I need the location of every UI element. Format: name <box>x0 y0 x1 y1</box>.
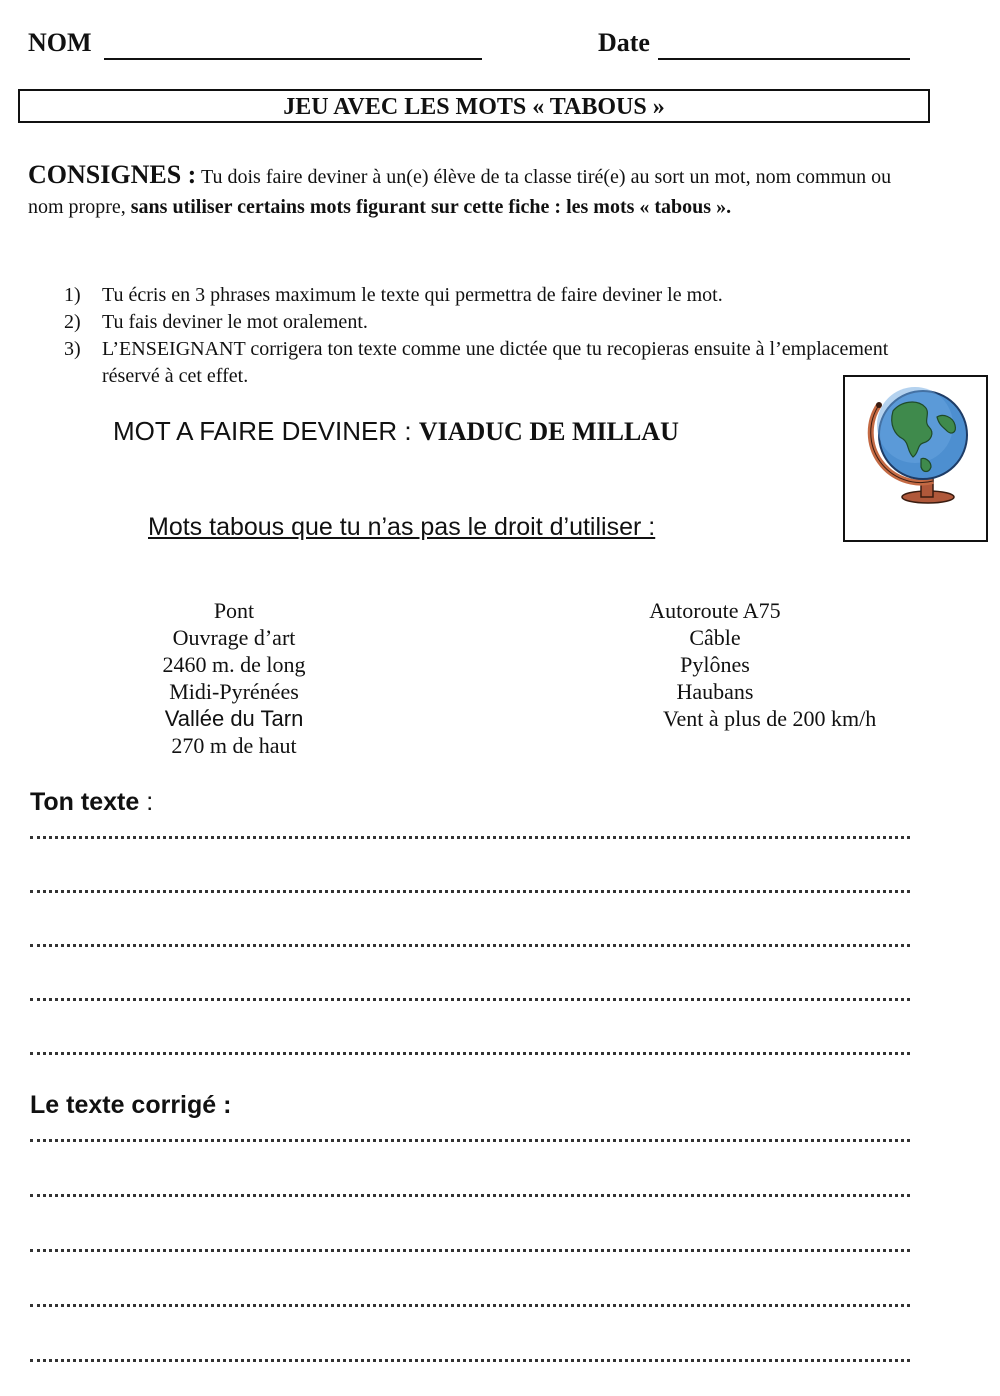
your-text-label <box>30 788 153 817</box>
your-text-writing-line[interactable] <box>30 998 910 1001</box>
date-field[interactable] <box>658 58 910 60</box>
step-number: 2) <box>64 311 81 333</box>
your-text-label-colon: : <box>139 788 154 816</box>
step-text: Tu écris en 3 phrases maximum le texte qui permettra de faire deviner le mot. <box>102 284 723 306</box>
taboo-word: Vallée du Tarn <box>164 706 304 731</box>
step-text: L’ENSEIGNANT corrigera ton texte comme une dictée que tu recopieras ensuite à l’emplacement réservé à cet effet. <box>102 338 889 387</box>
step-number: 3) <box>64 338 81 360</box>
corrected-text-writing-line[interactable] <box>30 1194 910 1197</box>
step-item <box>64 282 904 309</box>
target-word-line <box>113 416 679 447</box>
taboo-word: Pont <box>213 598 255 623</box>
step-item <box>64 336 904 390</box>
taboo-words-left <box>134 597 334 759</box>
taboo-word: Ouvrage d’art <box>172 625 296 650</box>
instructions-text: Tu dois faire deviner à un(e) élève de ta classe tiré(e) au sort un mot, nom commun ou nom propre, <box>28 166 892 218</box>
your-text-writing-line[interactable] <box>30 836 910 839</box>
taboo-word: Autoroute A75 <box>649 598 781 623</box>
nom-field[interactable] <box>104 58 482 60</box>
taboo-words-heading: Mots tabous que tu n’as pas le droit d’utiliser : <box>148 513 656 541</box>
target-word-label: MOT A FAIRE DEVINER : <box>113 416 419 446</box>
instructions <box>28 160 928 222</box>
taboo-word: Midi-Pyrénées <box>169 679 299 704</box>
instructions-lead: CONSIGNES : <box>28 160 197 189</box>
taboo-word: Vent à plus de 200 km/h <box>663 706 877 731</box>
taboo-word: Câble <box>689 625 741 650</box>
step-number: 1) <box>64 284 81 306</box>
steps-list <box>64 282 904 390</box>
taboo-word: Haubans <box>676 679 754 704</box>
corrected-text-writing-line[interactable] <box>30 1139 910 1142</box>
instructions-text-bold: sans utiliser certains mots figurant sur cette fiche : les mots « tabous ». <box>130 196 732 218</box>
your-text-label-strong: Ton texte <box>30 788 140 816</box>
taboo-word: 2460 m. de long <box>162 652 306 677</box>
page-title: JEU AVEC LES MOTS « TABOUS » <box>18 89 930 123</box>
corrected-text-writing-line[interactable] <box>30 1359 910 1362</box>
corrected-text-writing-line[interactable] <box>30 1249 910 1252</box>
step-item <box>64 309 904 336</box>
nom-label: NOM <box>28 28 92 57</box>
your-text-writing-line[interactable] <box>30 890 910 893</box>
globe-icon <box>845 377 986 540</box>
corrected-text-writing-line[interactable] <box>30 1304 910 1307</box>
taboo-word: 270 m de haut <box>171 733 297 758</box>
step-text: Tu fais deviner le mot oralement. <box>102 311 368 333</box>
date-label: Date <box>598 28 650 57</box>
target-word: VIADUC DE MILLAU <box>418 417 679 446</box>
taboo-word: Pylônes <box>680 652 750 677</box>
globe-picture-frame <box>843 375 988 542</box>
your-text-writing-line[interactable] <box>30 1052 910 1055</box>
your-text-writing-line[interactable] <box>30 944 910 947</box>
taboo-words-right <box>605 597 877 732</box>
corrected-text-label: Le texte corrigé : <box>30 1091 232 1119</box>
